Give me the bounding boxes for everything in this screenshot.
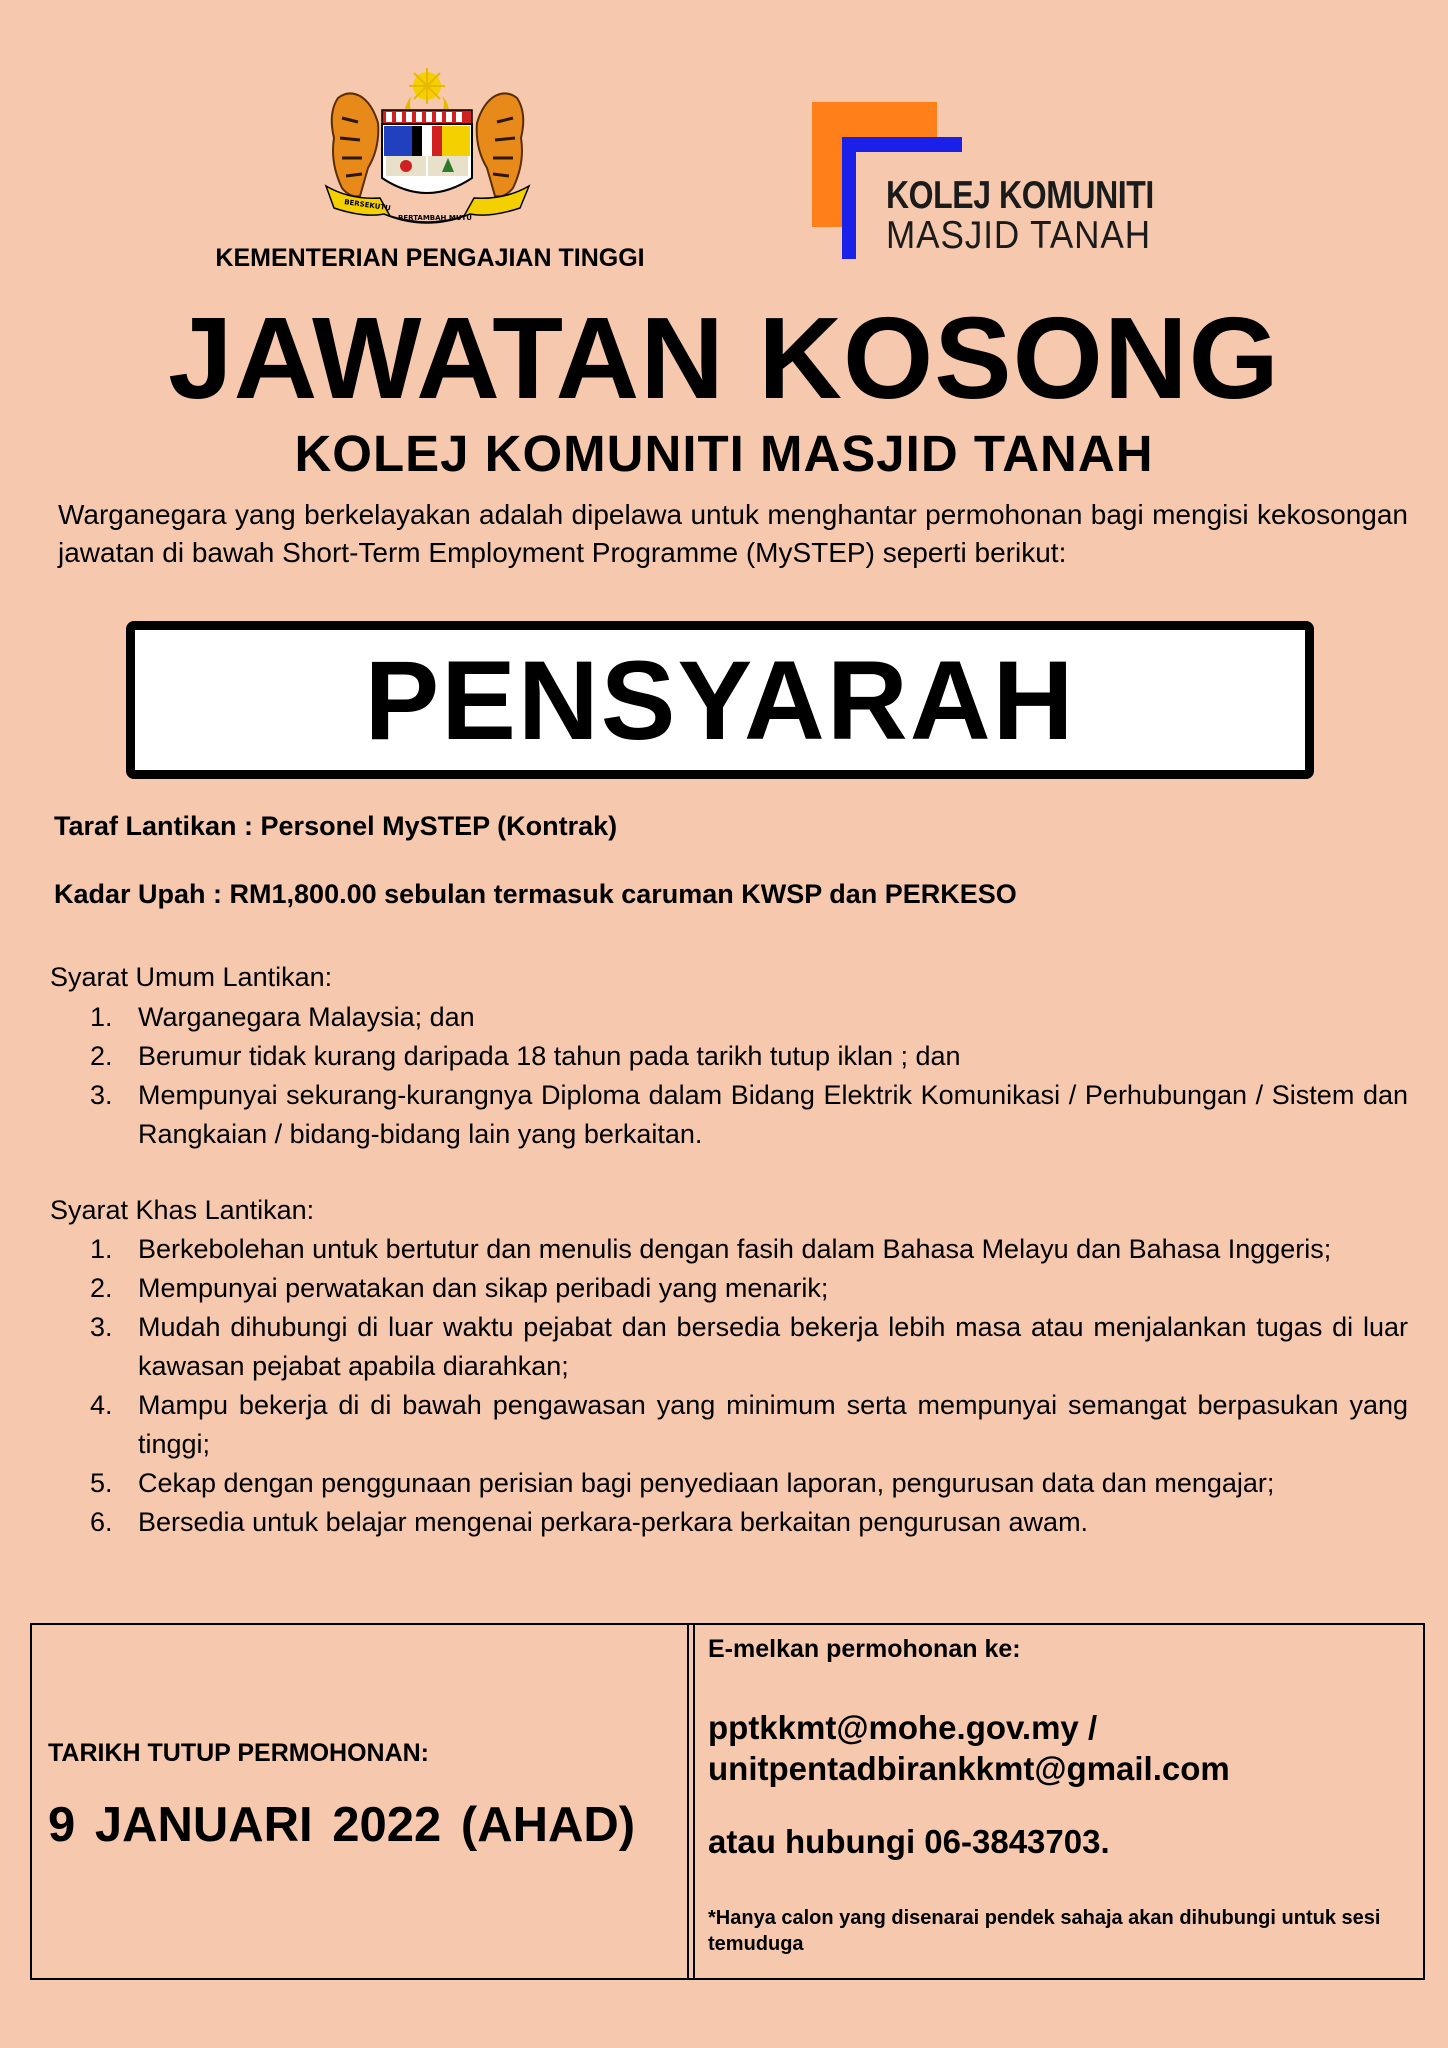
list-item xyxy=(58,1230,1408,1269)
list-text: Mempunyai sekurang-kurangnya Diploma dalam Bidang Elektrik Komunikasi / Perhubungan / Sistem dan Rangkaian / bidang-bidang lain yang berkaitan. xyxy=(138,1080,1408,1149)
closing-date: 9 JANUARI 2022 (AHAD) xyxy=(48,1798,636,1852)
general-requirements-list xyxy=(58,998,1408,1154)
list-number: 1. xyxy=(90,1234,113,1264)
svg-text:BERTAMBAH MUTU: BERTAMBAH MUTU xyxy=(398,214,472,222)
closing-date-label: TARIKH TUTUP PERMOHONAN: xyxy=(48,1739,430,1767)
list-number: 5. xyxy=(90,1468,113,1498)
application-info-box xyxy=(30,1623,1425,1980)
logo-orange-bar xyxy=(826,116,842,227)
list-number: 1. xyxy=(90,1002,113,1032)
contact-phone: atau hubungi 06-3843703. xyxy=(708,1823,1110,1860)
list-item xyxy=(58,1386,1408,1464)
coat-of-arms-icon xyxy=(320,68,535,228)
list-number: 3. xyxy=(90,1080,113,1110)
list-item xyxy=(58,1503,1408,1542)
list-item xyxy=(58,1308,1408,1386)
special-requirements-title: Syarat Khas Lantikan: xyxy=(50,1195,315,1225)
special-requirements-list xyxy=(58,1230,1408,1542)
subheadline: KOLEJ KOMUNITI MASJID TANAH xyxy=(294,425,1154,482)
list-item xyxy=(58,1464,1408,1503)
list-number: 2. xyxy=(90,1041,113,1071)
logo-text-line2: MASJID TANAH xyxy=(886,214,1151,257)
email-address-secondary[interactable]: unitpentadbirankkmt@gmail.com xyxy=(708,1750,1230,1787)
list-item xyxy=(58,1269,1408,1308)
general-requirements-title: Syarat Umum Lantikan: xyxy=(50,962,333,992)
list-item xyxy=(58,1076,1408,1154)
intro-paragraph: Warganegara yang berkelayakan adalah dipelawa untuk menghantar permohonan bagi mengisi kekosongan jawatan di bawah Short-Term Employment Programme (MySTEP) seperti berikut: xyxy=(58,499,1408,568)
shortlist-note: *Hanya calon yang disenarai pendek sahaja akan dihubungi untuk sesi temuduga xyxy=(708,1907,1381,1955)
ministry-name: KEMENTERIAN PENGAJIAN TINGGI xyxy=(215,244,645,272)
position-box xyxy=(126,621,1314,779)
email-label: E-melkan permohonan ke: xyxy=(708,1635,1021,1663)
list-text: Bersedia untuk belajar mengenai perkara-perkara berkaitan pengurusan awam. xyxy=(138,1507,1089,1537)
college-logo xyxy=(812,102,1212,267)
list-item xyxy=(58,1037,1408,1076)
footer-divider xyxy=(687,1625,695,1978)
logo-text-line1: KOLEJ KOMUNITI xyxy=(886,174,1154,217)
list-text: Berumur tidak kurang daripada 18 tahun pada tarikh tutup iklan ; dan xyxy=(138,1041,961,1071)
position-title: PENSYARAH xyxy=(364,637,1076,763)
list-number: 4. xyxy=(90,1390,113,1420)
list-number: 3. xyxy=(90,1312,113,1342)
email-address-primary[interactable]: pptkkmt@mohe.gov.my / xyxy=(708,1709,1098,1746)
list-text: Mampu bekerja di di bawah pengawasan yang minimum serta mempunyai semangat berpasukan yang tinggi; xyxy=(138,1390,1408,1459)
headline: JAWATAN KOSONG xyxy=(168,293,1280,423)
svg-text:BERSEKUTU: BERSEKUTU xyxy=(343,198,392,213)
list-item xyxy=(58,998,1408,1037)
list-number: 6. xyxy=(90,1507,113,1537)
list-text: Berkebolehan untuk bertutur dan menulis dengan fasih dalam Bahasa Melayu dan Bahasa Inggeris; xyxy=(138,1234,1332,1264)
wage-rate: Kadar Upah : RM1,800.00 sebulan termasuk caruman KWSP dan PERKESO xyxy=(54,879,1017,909)
list-text: Cekap dengan penggunaan perisian bagi penyediaan laporan, pengurusan data dan mengajar; xyxy=(138,1468,1275,1498)
appointment-status: Taraf Lantikan : Personel MySTEP (Kontrak) xyxy=(54,811,618,841)
list-text: Mempunyai perwatakan dan sikap peribadi yang menarik; xyxy=(138,1273,829,1303)
list-number: 2. xyxy=(90,1273,113,1303)
list-text: Warganegara Malaysia; dan xyxy=(138,1002,475,1032)
list-text: Mudah dihubungi di luar waktu pejabat dan bersedia bekerja lebih masa atau menjalankan tugas di luar kawasan pejabat apabila diarahkan; xyxy=(138,1312,1408,1381)
